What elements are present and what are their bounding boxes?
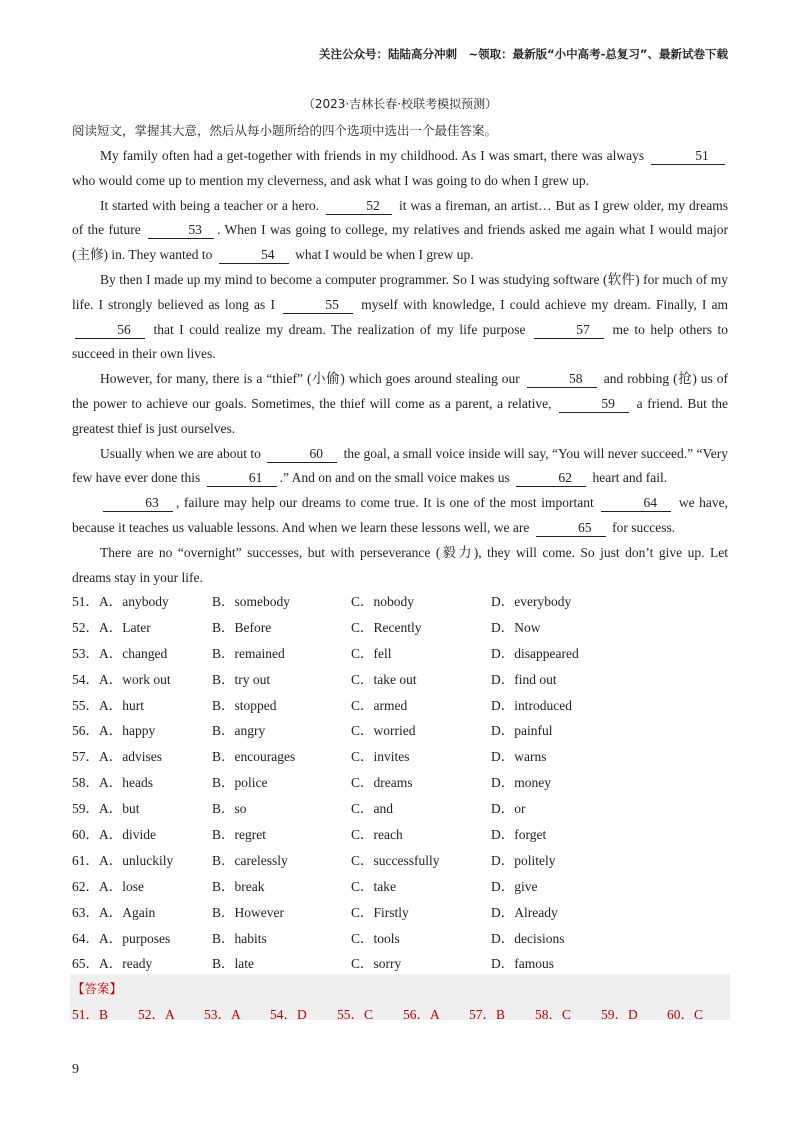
option-d: D．or bbox=[491, 801, 526, 817]
blank-53: 53 bbox=[148, 222, 214, 239]
option-a: 57．A．advises bbox=[72, 749, 162, 765]
option-d: D．everybody bbox=[491, 594, 572, 609]
passage-text: a friend. But the greatest thief is just ourselves. bbox=[72, 395, 729, 436]
option-b: B．Before bbox=[212, 619, 272, 635]
passage-text: .” And on and on the small voice makes us bbox=[279, 470, 510, 486]
passage-text: that I could realize my dream. The realization of my life purpose bbox=[153, 321, 526, 337]
option-row-63 bbox=[72, 897, 728, 923]
option-c: C．nobody bbox=[351, 594, 415, 609]
blank-58: 58 bbox=[527, 371, 597, 388]
passage-paragraph-4 bbox=[72, 367, 728, 441]
option-row-52 bbox=[72, 612, 728, 638]
passage-text: By then I made up my mind to become a computer programmer. So I was studying software (软件) for much of my life. I strongly believed as long as I bbox=[72, 271, 728, 312]
blank-54: 54 bbox=[219, 247, 289, 264]
answer-item: 58．C bbox=[535, 1007, 572, 1022]
option-a: 64．A．purposes bbox=[72, 930, 171, 946]
passage-text: we have, because it teaches us valuable lessons. And when we learn these lessons well, we are bbox=[72, 495, 728, 535]
option-row-56 bbox=[72, 715, 728, 741]
option-row-65 bbox=[72, 948, 728, 974]
answer-label: 【答案】 bbox=[72, 981, 123, 996]
passage-text: . When I was going to college, my relatives and friends asked me again what I would major (主修) in. They wanted to bbox=[72, 222, 729, 263]
instruction-text: 阅读短文，掌握其大意，然后从每小题所给的四个选项中选出一个最佳答案。 bbox=[72, 123, 498, 138]
answer-item: 59．D bbox=[601, 1007, 638, 1022]
blank-56: 56 bbox=[75, 322, 145, 339]
option-b: B．try out bbox=[212, 671, 271, 687]
option-b: B．carelessly bbox=[212, 852, 288, 868]
question-source: （2023·吉林长春·校联考模拟预测） bbox=[302, 97, 498, 111]
option-a: 59．A．but bbox=[72, 801, 140, 817]
passage-text: heart and fail. bbox=[592, 470, 668, 486]
passage-text: me to help others to succeed in their own lives. bbox=[72, 321, 729, 362]
answer-item: 53．A bbox=[204, 1007, 241, 1022]
option-row-64 bbox=[72, 923, 728, 949]
option-b: B．habits bbox=[212, 930, 267, 946]
passage-text: It started with being a teacher or a hero. bbox=[100, 197, 320, 213]
answer-section bbox=[70, 974, 730, 1020]
answer-item: 56．A bbox=[403, 1007, 440, 1022]
option-b: B．break bbox=[212, 878, 265, 894]
cloze-passage bbox=[72, 144, 728, 590]
answer-item: 52．A bbox=[138, 1007, 175, 1022]
options-list bbox=[72, 586, 728, 974]
option-a: 61．A．unluckily bbox=[72, 852, 174, 868]
option-d: D．Already bbox=[491, 904, 558, 920]
option-a: 51．A．anybody bbox=[72, 594, 169, 609]
passage-text: who would come up to mention my cleverness, and ask what I was going to do when I grew up. bbox=[72, 172, 590, 188]
option-a: 65．A．ready bbox=[72, 956, 153, 972]
option-a: 58．A．heads bbox=[72, 775, 153, 791]
passage-text: My family often had a get-together with friends in my childhood. As I was smart, there was always bbox=[100, 148, 645, 163]
option-a: 52．A．Later bbox=[72, 619, 151, 635]
page-header-notice: 关注公众号：陆陆高分冲刺 ~领取：最新版“小中高考-总复习”、最新试卷下载 bbox=[318, 47, 728, 61]
option-d: D．give bbox=[491, 878, 538, 894]
option-a: 55．A．hurt bbox=[72, 697, 144, 713]
passage-paragraph-3 bbox=[72, 268, 728, 367]
option-c: C．reach bbox=[351, 827, 403, 843]
answer-item: 57．B bbox=[469, 1007, 506, 1022]
answer-item: 55．C bbox=[337, 1007, 374, 1022]
option-d: D．Now bbox=[491, 619, 541, 635]
option-d: D．introduced bbox=[491, 697, 572, 713]
option-row-60 bbox=[72, 819, 728, 845]
answer-item: 54．D bbox=[270, 1007, 307, 1022]
option-b: B．police bbox=[212, 775, 268, 791]
option-c: C．successfully bbox=[351, 852, 440, 868]
passage-paragraph-6 bbox=[72, 491, 728, 541]
passage-paragraph-7 bbox=[72, 541, 728, 591]
option-a: 54．A．work out bbox=[72, 671, 171, 687]
option-row-51 bbox=[72, 586, 728, 612]
answer-item: 51．B bbox=[72, 1007, 109, 1022]
option-c: C．Firstly bbox=[351, 904, 409, 920]
option-c: C．and bbox=[351, 801, 393, 817]
option-c: C．invites bbox=[351, 749, 410, 765]
passage-text: There are no “overnight” successes, but with perseverance (毅力), they will come. So just don’t give up. Let dreams stay in your life. bbox=[72, 544, 728, 585]
option-row-59 bbox=[72, 793, 728, 819]
option-c: C．dreams bbox=[351, 775, 413, 791]
passage-text: for success. bbox=[612, 519, 676, 535]
option-a: 56．A．happy bbox=[72, 723, 156, 739]
option-row-58 bbox=[72, 767, 728, 793]
option-a: 62．A．lose bbox=[72, 878, 144, 894]
option-row-62 bbox=[72, 871, 728, 897]
option-row-54 bbox=[72, 664, 728, 690]
passage-text: myself with knowledge, I could achieve my dream. Finally, I am bbox=[361, 296, 729, 312]
option-d: D．warns bbox=[491, 749, 547, 765]
option-b: B．stopped bbox=[212, 697, 277, 713]
passage-text: However, for many, there is a “thief” (小偷) which goes around stealing our bbox=[100, 371, 520, 387]
option-row-53 bbox=[72, 638, 728, 664]
passage-text: and robbing (抢) us of the power to achieve our goals. Sometimes, the thief will come as a parent, a relative, bbox=[72, 371, 729, 411]
option-b: B．late bbox=[212, 956, 254, 972]
blank-64: 64 bbox=[601, 495, 671, 512]
option-d: D．find out bbox=[491, 671, 557, 687]
page-number: 9 bbox=[72, 1062, 79, 1077]
blank-51: 51 bbox=[651, 148, 725, 165]
blank-55: 55 bbox=[283, 297, 353, 314]
option-d: D．painful bbox=[491, 723, 553, 739]
blank-62: 62 bbox=[516, 470, 586, 487]
option-b: B．so bbox=[212, 801, 247, 817]
option-a: 53．A．changed bbox=[72, 645, 168, 661]
option-c: C．fell bbox=[351, 645, 392, 661]
passage-paragraph-1 bbox=[72, 144, 728, 194]
option-row-61 bbox=[72, 845, 728, 871]
option-b: B．encourages bbox=[212, 749, 296, 765]
blank-52: 52 bbox=[326, 198, 392, 215]
option-d: D．forget bbox=[491, 827, 547, 843]
blank-63: 63 bbox=[103, 495, 173, 512]
option-b: B．However bbox=[212, 904, 284, 920]
option-b: B．regret bbox=[212, 827, 266, 843]
option-c: C．tools bbox=[351, 930, 400, 946]
option-c: C．take bbox=[351, 878, 396, 894]
blank-57: 57 bbox=[534, 322, 604, 339]
option-row-55 bbox=[72, 690, 728, 716]
blank-65: 65 bbox=[536, 520, 606, 537]
option-c: C．worried bbox=[351, 723, 416, 739]
option-d: D．disappeared bbox=[491, 645, 579, 661]
passage-text: it was a fireman, an artist… But as I grew older, my dreams of the future bbox=[72, 197, 729, 238]
option-b: B．angry bbox=[212, 723, 266, 739]
option-d: D．famous bbox=[491, 956, 554, 972]
option-d: D．politely bbox=[491, 852, 556, 868]
option-d: D．money bbox=[491, 775, 551, 791]
passage-text: , failure may help our dreams to come true. It is one of the most important bbox=[176, 495, 594, 511]
option-row-57 bbox=[72, 741, 728, 767]
blank-59: 59 bbox=[559, 396, 629, 413]
option-a: 63．A．Again bbox=[72, 904, 156, 920]
blank-60: 60 bbox=[267, 446, 337, 463]
passage-text: Usually when we are about to bbox=[100, 445, 261, 461]
option-d: D．decisions bbox=[491, 930, 565, 946]
answer-item: 60．C bbox=[667, 1007, 704, 1022]
option-b: B．somebody bbox=[212, 594, 291, 609]
passage-text: what I would be when I grew up. bbox=[295, 247, 474, 263]
blank-61: 61 bbox=[207, 470, 277, 487]
option-c: C．armed bbox=[351, 697, 408, 713]
option-b: B．remained bbox=[212, 645, 285, 661]
option-c: C．sorry bbox=[351, 956, 402, 972]
option-c: C．take out bbox=[351, 671, 417, 687]
passage-paragraph-5 bbox=[72, 442, 728, 492]
passage-paragraph-2 bbox=[72, 194, 728, 268]
option-a: 60．A．divide bbox=[72, 827, 156, 843]
passage-text: the goal, a small voice inside will say, “You will never succeed.” “Very few have ever done this bbox=[72, 445, 729, 486]
option-c: C．Recently bbox=[351, 619, 422, 635]
